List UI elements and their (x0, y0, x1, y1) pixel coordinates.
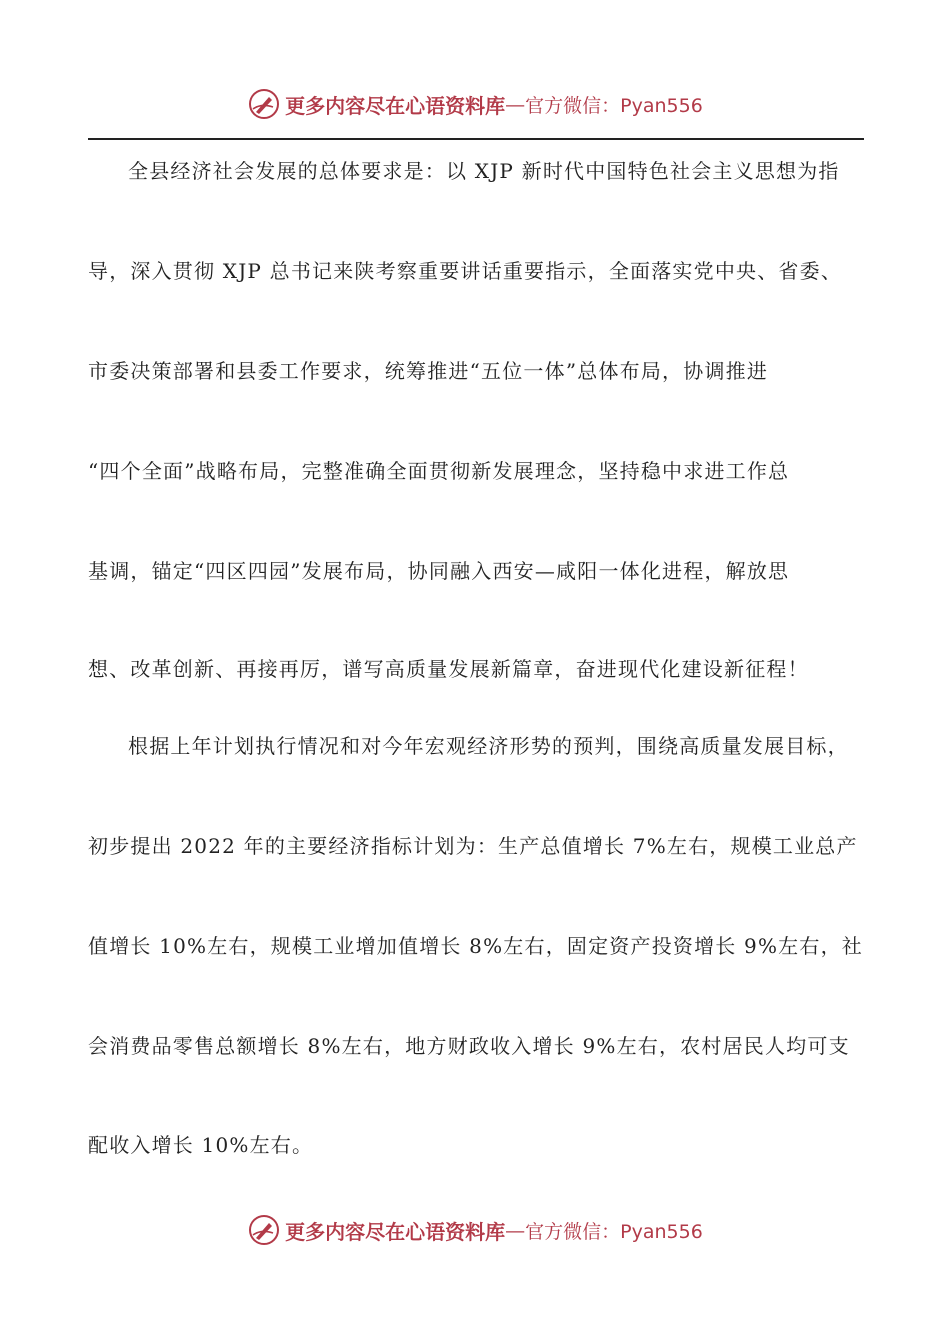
body-line: 导，深入贯彻 XJP 总书记来陕考察重要讲话重要指示，全面落实党中央、省委、 (88, 259, 843, 283)
body-line: 想、改革创新、再接再厉，谱写高质量发展新篇章，奋进现代化建设新征程！ (88, 657, 809, 681)
body-line: 配收入增长 10%左右。 (88, 1133, 314, 1157)
footer-banner (0, 1210, 950, 1250)
header-rule (88, 138, 864, 140)
body-line: “四个全面”战略布局，完整准确全面贯彻新发展理念，坚持稳中求进工作总 (88, 459, 790, 483)
header-banner (0, 84, 950, 124)
body-line: 值增长 10%左右，规模工业增加值增长 8%左右，固定资产投资增长 9%左右，社 (88, 934, 863, 958)
banner-brand: 更多内容尽在心语资料库 (285, 93, 506, 118)
pen-logo-icon (247, 1213, 281, 1247)
body-line: 根据上年计划执行情况和对今年宏观经济形势的预判，围绕高质量发展目标， (128, 734, 849, 758)
pen-logo-icon (247, 87, 281, 121)
body-line: 初步提出 2022 年的主要经济指标计划为：生产总值增长 7%左右，规模工业总产 (88, 834, 858, 858)
banner-dash: — (505, 1218, 526, 1242)
banner-contact: 官方微信：Pyan556 (525, 94, 703, 117)
body-line: 市委决策部署和县委工作要求，统筹推进“五位一体”总体布局，协调推进 (88, 359, 769, 383)
body-line: 会消费品零售总额增长 8%左右，地方财政收入增长 9%左右，农村居民人均可支 (88, 1034, 850, 1058)
banner-brand: 更多内容尽在心语资料库 (285, 1219, 506, 1244)
banner-dash: — (505, 92, 526, 116)
banner-contact: 官方微信：Pyan556 (525, 1220, 703, 1243)
body-line: 基调，锚定“四区四园”发展布局，协同融入西安—咸阳一体化进程，解放思 (88, 559, 790, 583)
body-line: 全县经济社会发展的总体要求是：以 XJP 新时代中国特色社会主义思想为指 (128, 159, 840, 183)
